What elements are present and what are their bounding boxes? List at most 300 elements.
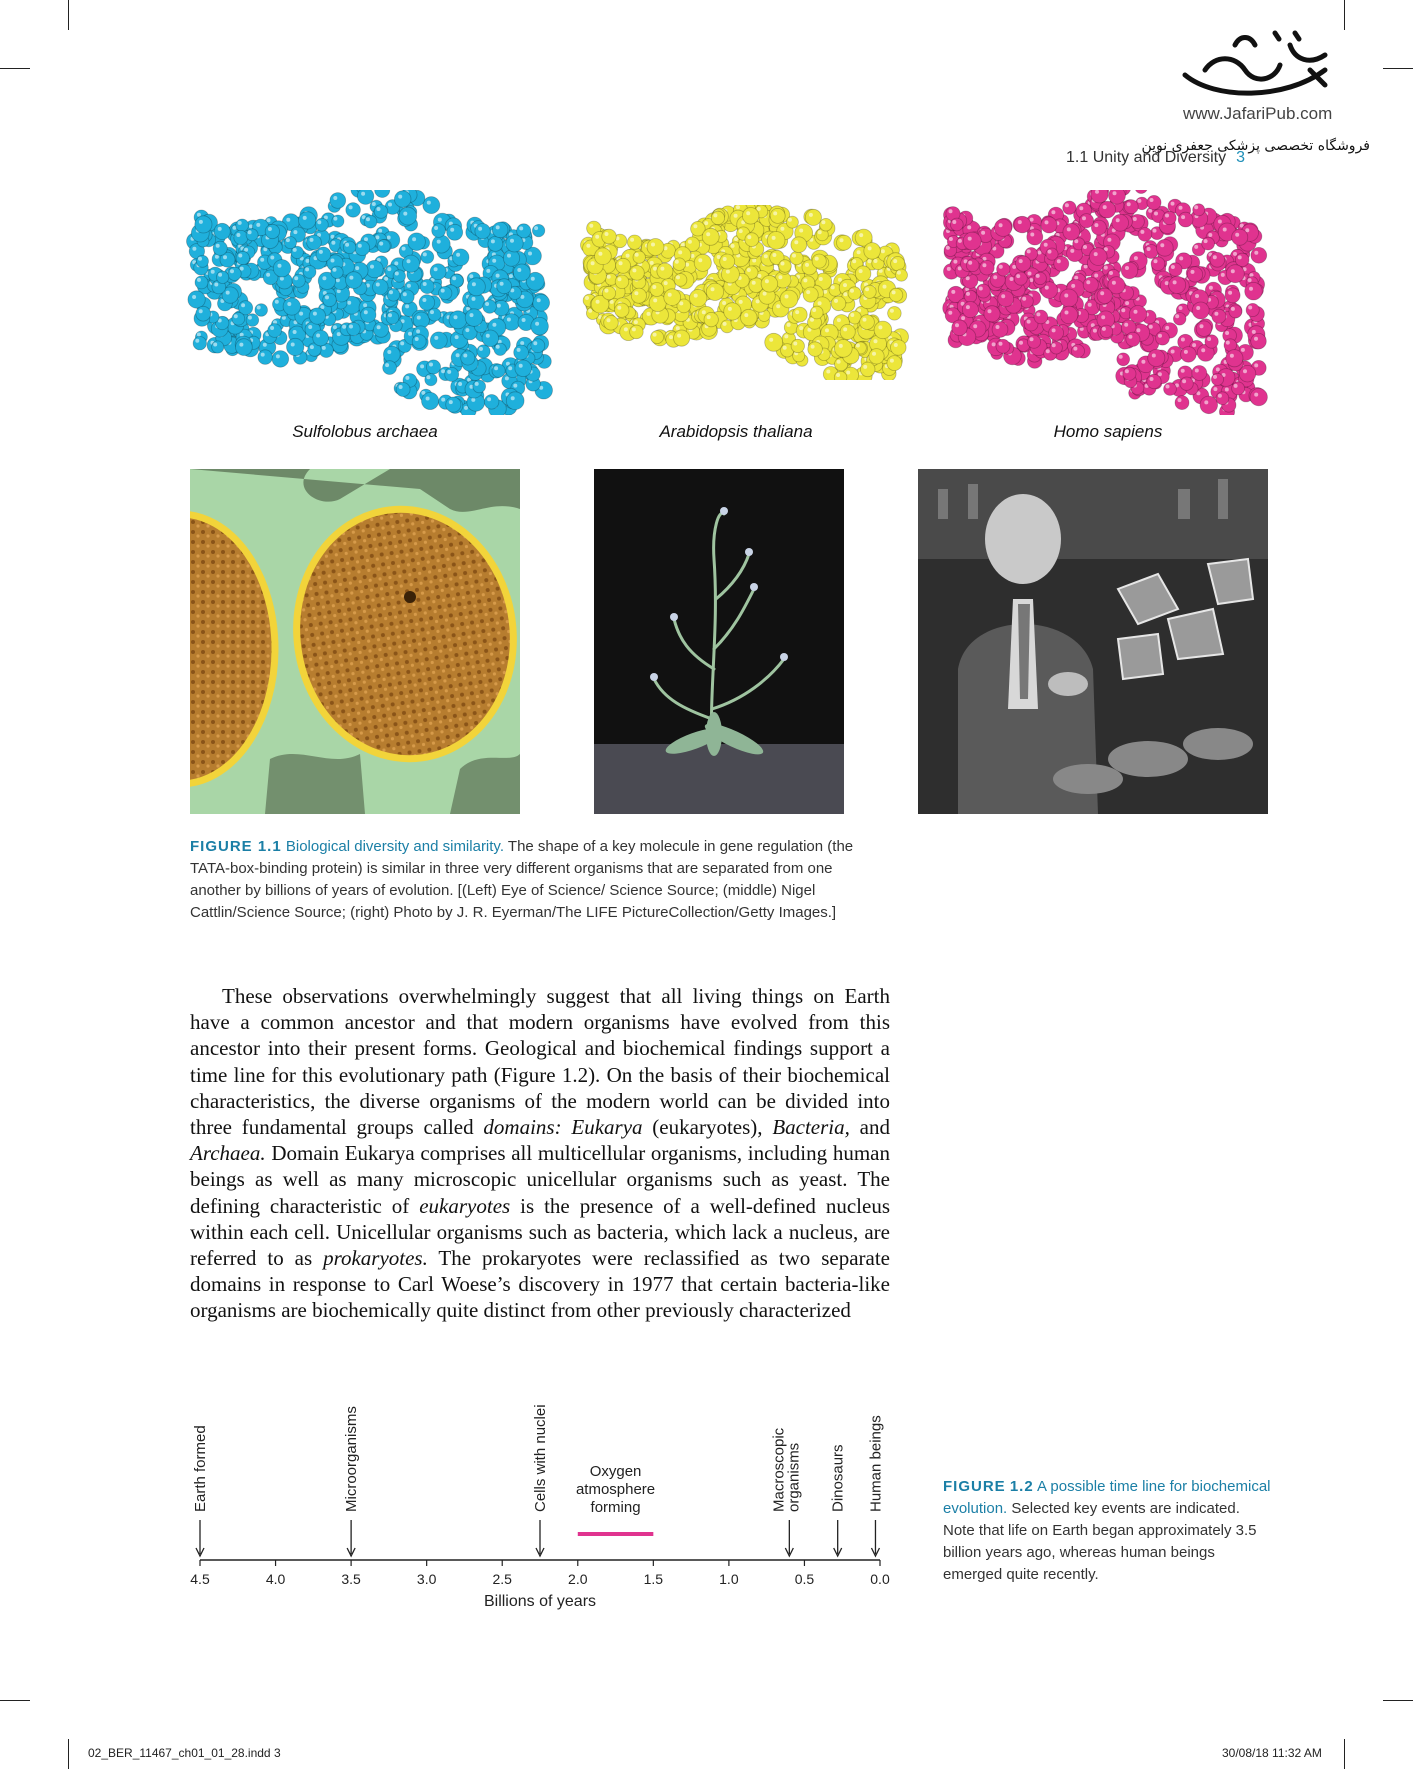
atom-sphere bbox=[236, 219, 249, 232]
atom-highlight bbox=[653, 267, 657, 271]
atom-highlight bbox=[517, 348, 521, 352]
atom-sphere bbox=[216, 271, 228, 283]
atom-highlight bbox=[1136, 328, 1140, 332]
atom-highlight bbox=[261, 353, 265, 357]
atom-highlight bbox=[464, 406, 468, 410]
crop-mark bbox=[1344, 1739, 1345, 1769]
atom-sphere bbox=[1034, 272, 1046, 284]
atom-sphere bbox=[514, 345, 529, 360]
atom-highlight bbox=[890, 359, 894, 363]
atom-sphere bbox=[377, 240, 390, 253]
atom-highlight bbox=[347, 301, 351, 305]
atom-sphere bbox=[228, 267, 241, 280]
atom-highlight bbox=[1235, 233, 1239, 237]
atom-highlight bbox=[403, 212, 407, 216]
atom-highlight bbox=[728, 307, 732, 311]
atom-sphere bbox=[1173, 313, 1186, 326]
atom-highlight bbox=[968, 237, 972, 241]
atom-highlight bbox=[366, 217, 370, 221]
atom-highlight bbox=[333, 268, 337, 272]
atom-highlight bbox=[1019, 259, 1023, 263]
atom-highlight bbox=[1141, 360, 1145, 364]
atom-highlight bbox=[223, 255, 227, 259]
atom-highlight bbox=[1225, 331, 1229, 335]
atom-sphere bbox=[1175, 396, 1189, 410]
atom-highlight bbox=[230, 269, 234, 273]
atom-sphere bbox=[1123, 367, 1136, 380]
atom-highlight bbox=[863, 365, 867, 369]
atom-highlight bbox=[773, 211, 777, 215]
atom-sphere bbox=[615, 303, 629, 317]
atom-sphere bbox=[1112, 214, 1129, 231]
atom-sphere bbox=[364, 215, 377, 228]
atom-highlight bbox=[780, 227, 784, 231]
atom-sphere bbox=[745, 233, 759, 247]
atom-sphere bbox=[272, 351, 289, 368]
atom-highlight bbox=[407, 284, 411, 288]
atom-highlight bbox=[586, 244, 590, 248]
atom-highlight bbox=[1218, 220, 1222, 224]
atom-sphere bbox=[419, 295, 435, 311]
atom-highlight bbox=[387, 236, 391, 240]
atom-highlight bbox=[624, 327, 628, 331]
atom-highlight bbox=[333, 217, 337, 221]
atom-sphere bbox=[255, 304, 268, 317]
atom-highlight bbox=[784, 334, 788, 338]
atom-highlight bbox=[400, 341, 404, 345]
atom-highlight bbox=[999, 265, 1003, 269]
atom-highlight bbox=[388, 203, 392, 207]
atom-highlight bbox=[434, 336, 438, 340]
atom-highlight bbox=[517, 268, 521, 272]
atom-highlight bbox=[704, 221, 708, 225]
page-number: 3 bbox=[1236, 149, 1245, 166]
atom-highlight bbox=[838, 278, 842, 282]
atom-highlight bbox=[653, 333, 657, 337]
atom-highlight bbox=[1045, 220, 1049, 224]
atom-highlight bbox=[1194, 205, 1198, 209]
atom-sphere bbox=[790, 251, 803, 264]
figure-1-1-caption bbox=[190, 836, 880, 924]
atom-highlight bbox=[1125, 266, 1129, 270]
atom-highlight bbox=[811, 345, 815, 349]
atom-highlight bbox=[211, 270, 215, 274]
atom-highlight bbox=[1181, 338, 1185, 342]
atom-sphere bbox=[1151, 257, 1165, 271]
atom-highlight bbox=[787, 323, 791, 327]
atom-sphere bbox=[1211, 373, 1223, 385]
event-label: Dinosaurs bbox=[829, 1444, 847, 1512]
atom-sphere bbox=[860, 362, 875, 377]
atom-sphere bbox=[347, 322, 360, 335]
atom-highlight bbox=[218, 227, 222, 231]
atom-highlight bbox=[305, 267, 309, 271]
atom-highlight bbox=[872, 352, 876, 356]
atom-highlight bbox=[486, 334, 490, 338]
running-head-section: 1.1 Unity and Diversity bbox=[1066, 149, 1227, 166]
atom-highlight bbox=[630, 238, 634, 242]
molecule-arabidopsis bbox=[578, 205, 913, 380]
atom-highlight bbox=[843, 327, 847, 331]
atom-highlight bbox=[1160, 243, 1164, 247]
atom-highlight bbox=[723, 257, 727, 261]
figure-1-2-number: 1.2 bbox=[1009, 1478, 1034, 1495]
photo-human-scientist bbox=[918, 469, 1268, 814]
event-label: Macroscopic bbox=[770, 1427, 788, 1512]
atom-sphere bbox=[630, 266, 645, 281]
atom-highlight bbox=[316, 334, 320, 338]
atom-sphere bbox=[962, 302, 978, 318]
atom-sphere bbox=[633, 251, 645, 263]
atom-sphere bbox=[515, 360, 532, 377]
atom-highlight bbox=[1216, 367, 1220, 371]
atom-sphere bbox=[307, 235, 322, 250]
atom-highlight bbox=[664, 281, 668, 285]
atom-highlight bbox=[276, 354, 280, 358]
atom-highlight bbox=[1248, 306, 1252, 310]
atom-sphere bbox=[780, 290, 798, 308]
atom-highlight bbox=[256, 223, 260, 227]
atom-sphere bbox=[343, 241, 356, 254]
atom-sphere bbox=[386, 311, 399, 324]
atom-sphere bbox=[1232, 382, 1245, 395]
atom-highlight bbox=[216, 244, 220, 248]
atom-highlight bbox=[1234, 384, 1238, 388]
atom-highlight bbox=[1027, 320, 1031, 324]
atom-highlight bbox=[415, 337, 419, 341]
atom-highlight bbox=[669, 335, 673, 339]
atom-highlight bbox=[746, 211, 750, 215]
atom-highlight bbox=[322, 346, 326, 350]
atom-highlight bbox=[263, 343, 267, 347]
atom-sphere bbox=[673, 258, 686, 271]
atom-highlight bbox=[598, 252, 602, 256]
atom-highlight bbox=[1248, 278, 1252, 282]
atom-highlight bbox=[1149, 325, 1153, 329]
atom-highlight bbox=[843, 283, 847, 287]
atom-highlight bbox=[651, 243, 655, 247]
atom-highlight bbox=[763, 292, 767, 296]
atom-sphere bbox=[650, 283, 664, 297]
atom-sphere bbox=[963, 232, 981, 250]
atom-highlight bbox=[405, 304, 409, 308]
atom-sphere bbox=[408, 233, 426, 251]
atom-highlight bbox=[456, 253, 460, 257]
atom-highlight bbox=[722, 301, 726, 305]
atom-highlight bbox=[286, 218, 290, 222]
atom-highlight bbox=[1254, 337, 1258, 341]
atom-highlight bbox=[693, 224, 697, 228]
atom-highlight bbox=[197, 278, 201, 282]
atom-highlight bbox=[1209, 286, 1213, 290]
atom-highlight bbox=[1109, 271, 1113, 275]
atom-sphere bbox=[786, 216, 798, 228]
atom-highlight bbox=[508, 366, 512, 370]
atom-sphere bbox=[195, 216, 212, 233]
atom-highlight bbox=[293, 248, 297, 252]
atom-sphere bbox=[647, 239, 664, 256]
body-text-run: is the presence of a well-defined nucleus within each cell. Unicellular organisms such as bacteria, which lack a nucleus, are referred to as bbox=[190, 1193, 890, 1271]
atom-highlight bbox=[698, 258, 702, 262]
body-italic-term: prokaryotes. bbox=[323, 1246, 428, 1271]
atom-highlight bbox=[322, 276, 326, 280]
atom-highlight bbox=[772, 236, 776, 240]
photo-arabidopsis-plant bbox=[594, 469, 844, 814]
atom-highlight bbox=[519, 364, 523, 368]
atom-highlight bbox=[226, 291, 230, 295]
atom-highlight bbox=[236, 233, 240, 237]
atom-highlight bbox=[355, 266, 359, 270]
atom-sphere bbox=[355, 241, 370, 256]
atom-highlight bbox=[1071, 284, 1075, 288]
atom-sphere bbox=[373, 279, 389, 295]
atom-highlight bbox=[299, 312, 303, 316]
atom-highlight bbox=[420, 364, 424, 368]
event-label: Cells with nuclei bbox=[532, 1404, 549, 1512]
atom-sphere bbox=[1049, 325, 1064, 340]
tick-label: 0.5 bbox=[794, 1571, 815, 1587]
atom-highlight bbox=[1101, 315, 1105, 319]
atom-highlight bbox=[1241, 348, 1245, 352]
atom-sphere bbox=[1192, 302, 1209, 319]
atom-highlight bbox=[1213, 375, 1217, 379]
atom-sphere bbox=[767, 232, 785, 250]
atom-highlight bbox=[270, 256, 274, 260]
atom-sphere bbox=[492, 364, 505, 377]
atom-highlight bbox=[1179, 206, 1183, 210]
atom-highlight bbox=[968, 261, 972, 265]
atom-highlight bbox=[1154, 212, 1158, 216]
atom-highlight bbox=[834, 299, 838, 303]
atom-sphere bbox=[445, 367, 459, 381]
atom-highlight bbox=[874, 259, 878, 263]
atom-sphere bbox=[950, 218, 963, 231]
atom-highlight bbox=[892, 290, 896, 294]
atom-sphere bbox=[704, 312, 718, 326]
atom-highlight bbox=[1179, 306, 1183, 310]
atom-highlight bbox=[465, 328, 469, 332]
atom-sphere bbox=[309, 308, 325, 324]
atom-sphere bbox=[506, 392, 524, 410]
atom-sphere bbox=[375, 190, 390, 198]
atom-highlight bbox=[342, 325, 346, 329]
atom-sphere bbox=[808, 342, 823, 357]
atom-sphere bbox=[346, 272, 363, 289]
atom-highlight bbox=[982, 263, 986, 267]
atom-highlight bbox=[1254, 363, 1258, 367]
atom-highlight bbox=[650, 261, 654, 265]
atom-highlight bbox=[1044, 243, 1048, 247]
watermark-persian-text: فروشگاه تخصصی پزشکی جعفری نوین bbox=[1141, 138, 1370, 154]
organism-label-homo-sapiens: Homo sapiens bbox=[1053, 422, 1163, 441]
atom-highlight bbox=[752, 281, 756, 285]
atom-highlight bbox=[387, 267, 391, 271]
atom-highlight bbox=[278, 264, 282, 268]
atom-highlight bbox=[1238, 255, 1242, 259]
atom-sphere bbox=[1148, 349, 1165, 366]
atom-sphere bbox=[1099, 201, 1116, 218]
atom-sphere bbox=[1216, 392, 1229, 405]
atom-sphere bbox=[284, 237, 296, 249]
atom-sphere bbox=[323, 293, 337, 307]
atom-highlight bbox=[192, 295, 196, 299]
atom-highlight bbox=[531, 277, 535, 281]
atom-sphere bbox=[197, 255, 209, 267]
running-head bbox=[1066, 149, 1245, 167]
tick-label: 2.5 bbox=[492, 1571, 512, 1587]
atom-highlight bbox=[868, 259, 872, 263]
atom-highlight bbox=[1150, 377, 1154, 381]
atom-highlight bbox=[333, 325, 337, 329]
atom-sphere bbox=[791, 237, 807, 253]
atom-highlight bbox=[1154, 259, 1158, 263]
atom-sphere bbox=[1014, 216, 1031, 233]
atom-sphere bbox=[332, 215, 344, 227]
atom-sphere bbox=[432, 224, 446, 238]
atom-highlight bbox=[469, 274, 473, 278]
tick-label: 4.5 bbox=[190, 1571, 210, 1587]
atom-sphere bbox=[889, 288, 902, 301]
atom-highlight bbox=[407, 259, 411, 263]
atom-highlight bbox=[996, 325, 1000, 329]
atom-sphere bbox=[1054, 256, 1069, 271]
atom-sphere bbox=[1187, 267, 1202, 282]
crop-mark bbox=[68, 1739, 69, 1769]
atom-highlight bbox=[372, 202, 376, 206]
atom-highlight bbox=[349, 205, 353, 209]
atom-highlight bbox=[1175, 314, 1179, 318]
atom-sphere bbox=[473, 380, 486, 393]
atom-highlight bbox=[826, 370, 830, 374]
atom-sphere bbox=[1193, 204, 1205, 216]
atom-highlight bbox=[293, 230, 297, 234]
atom-sphere bbox=[258, 350, 273, 365]
atom-sphere bbox=[631, 288, 646, 303]
atom-highlight bbox=[434, 267, 438, 271]
atom-highlight bbox=[325, 295, 329, 299]
atom-highlight bbox=[294, 276, 298, 280]
atom-sphere bbox=[1205, 335, 1218, 348]
atom-sphere bbox=[1200, 396, 1218, 414]
atom-highlight bbox=[1103, 205, 1107, 209]
atom-highlight bbox=[952, 220, 956, 224]
atom-sphere bbox=[447, 224, 463, 240]
atom-highlight bbox=[966, 305, 970, 309]
atom-highlight bbox=[799, 326, 803, 330]
atom-highlight bbox=[1019, 341, 1023, 345]
atom-sphere bbox=[1014, 272, 1027, 285]
atom-highlight bbox=[949, 237, 953, 241]
atom-highlight bbox=[509, 274, 513, 278]
atom-highlight bbox=[214, 283, 218, 287]
atom-sphere bbox=[246, 314, 259, 327]
atom-highlight bbox=[831, 285, 835, 289]
publisher-logo bbox=[1175, 25, 1340, 105]
atom-sphere bbox=[674, 330, 690, 346]
atom-highlight bbox=[1226, 341, 1230, 345]
atom-highlight bbox=[635, 253, 639, 257]
atom-sphere bbox=[513, 264, 530, 281]
atom-sphere bbox=[1097, 288, 1112, 303]
atom-highlight bbox=[486, 269, 490, 273]
molecule-homo-sapiens bbox=[940, 190, 1270, 415]
atom-highlight bbox=[239, 343, 243, 347]
atom-highlight bbox=[799, 229, 803, 233]
atom-sphere bbox=[1050, 342, 1062, 354]
atom-highlight bbox=[399, 385, 403, 389]
atom-highlight bbox=[471, 398, 475, 402]
atom-highlight bbox=[953, 260, 957, 264]
atom-sphere bbox=[1245, 282, 1263, 300]
atom-sphere bbox=[195, 276, 208, 289]
atom-highlight bbox=[988, 309, 992, 313]
atom-highlight bbox=[377, 325, 381, 329]
atom-highlight bbox=[736, 205, 740, 209]
body-text-run: (eukaryotes), bbox=[642, 1115, 773, 1140]
atom-sphere bbox=[1246, 303, 1259, 316]
atom-highlight bbox=[955, 323, 959, 327]
atom-highlight bbox=[497, 304, 501, 308]
atom-sphere bbox=[213, 241, 227, 255]
atom-highlight bbox=[788, 218, 792, 222]
atom-highlight bbox=[337, 332, 341, 336]
atom-sphere bbox=[1251, 333, 1267, 349]
atom-sphere bbox=[964, 290, 976, 302]
atom-highlight bbox=[607, 275, 611, 279]
atom-sphere bbox=[1196, 321, 1212, 337]
atom-highlight bbox=[595, 235, 599, 239]
atom-highlight bbox=[865, 287, 869, 291]
atom-highlight bbox=[422, 298, 426, 302]
atom-sphere bbox=[316, 247, 331, 262]
atom-sphere bbox=[1147, 374, 1161, 388]
atom-sphere bbox=[503, 250, 519, 266]
atom-sphere bbox=[1063, 224, 1080, 241]
atom-sphere bbox=[980, 260, 995, 275]
atom-highlight bbox=[1213, 387, 1217, 391]
atom-highlight bbox=[818, 230, 822, 234]
atom-sphere bbox=[1229, 305, 1242, 318]
atom-highlight bbox=[470, 313, 474, 317]
atom-sphere bbox=[430, 332, 447, 349]
atom-highlight bbox=[805, 263, 809, 267]
tick-label: 2.0 bbox=[568, 1571, 588, 1587]
atom-highlight bbox=[981, 231, 985, 235]
atom-highlight bbox=[1046, 349, 1050, 353]
atom-sphere bbox=[741, 309, 758, 326]
atom-highlight bbox=[678, 250, 682, 254]
atom-highlight bbox=[1051, 210, 1055, 214]
body-italic-term: Archaea. bbox=[190, 1141, 266, 1166]
atom-highlight bbox=[378, 229, 382, 233]
atom-highlight bbox=[702, 310, 706, 314]
atom-highlight bbox=[291, 343, 295, 347]
atom-sphere bbox=[966, 259, 979, 272]
atom-sphere bbox=[1210, 252, 1225, 267]
atom-sphere bbox=[863, 285, 876, 298]
atom-sphere bbox=[1163, 211, 1176, 224]
atom-sphere bbox=[1169, 276, 1186, 293]
atom-highlight bbox=[270, 326, 274, 330]
atom-sphere bbox=[383, 361, 397, 375]
atom-sphere bbox=[283, 298, 300, 315]
tick-label: 1.5 bbox=[643, 1571, 664, 1587]
atom-highlight bbox=[881, 249, 885, 253]
atom-sphere bbox=[810, 306, 823, 319]
body-text-run: The prokaryotes were reclassified as two separate domains in response to Carl Woese’s discovery in 1977 that certain bacteria-like organisms are biochemically quite distinct from other previously characterized bbox=[190, 1246, 890, 1323]
atom-sphere bbox=[720, 254, 735, 269]
atom-highlight bbox=[364, 237, 368, 241]
